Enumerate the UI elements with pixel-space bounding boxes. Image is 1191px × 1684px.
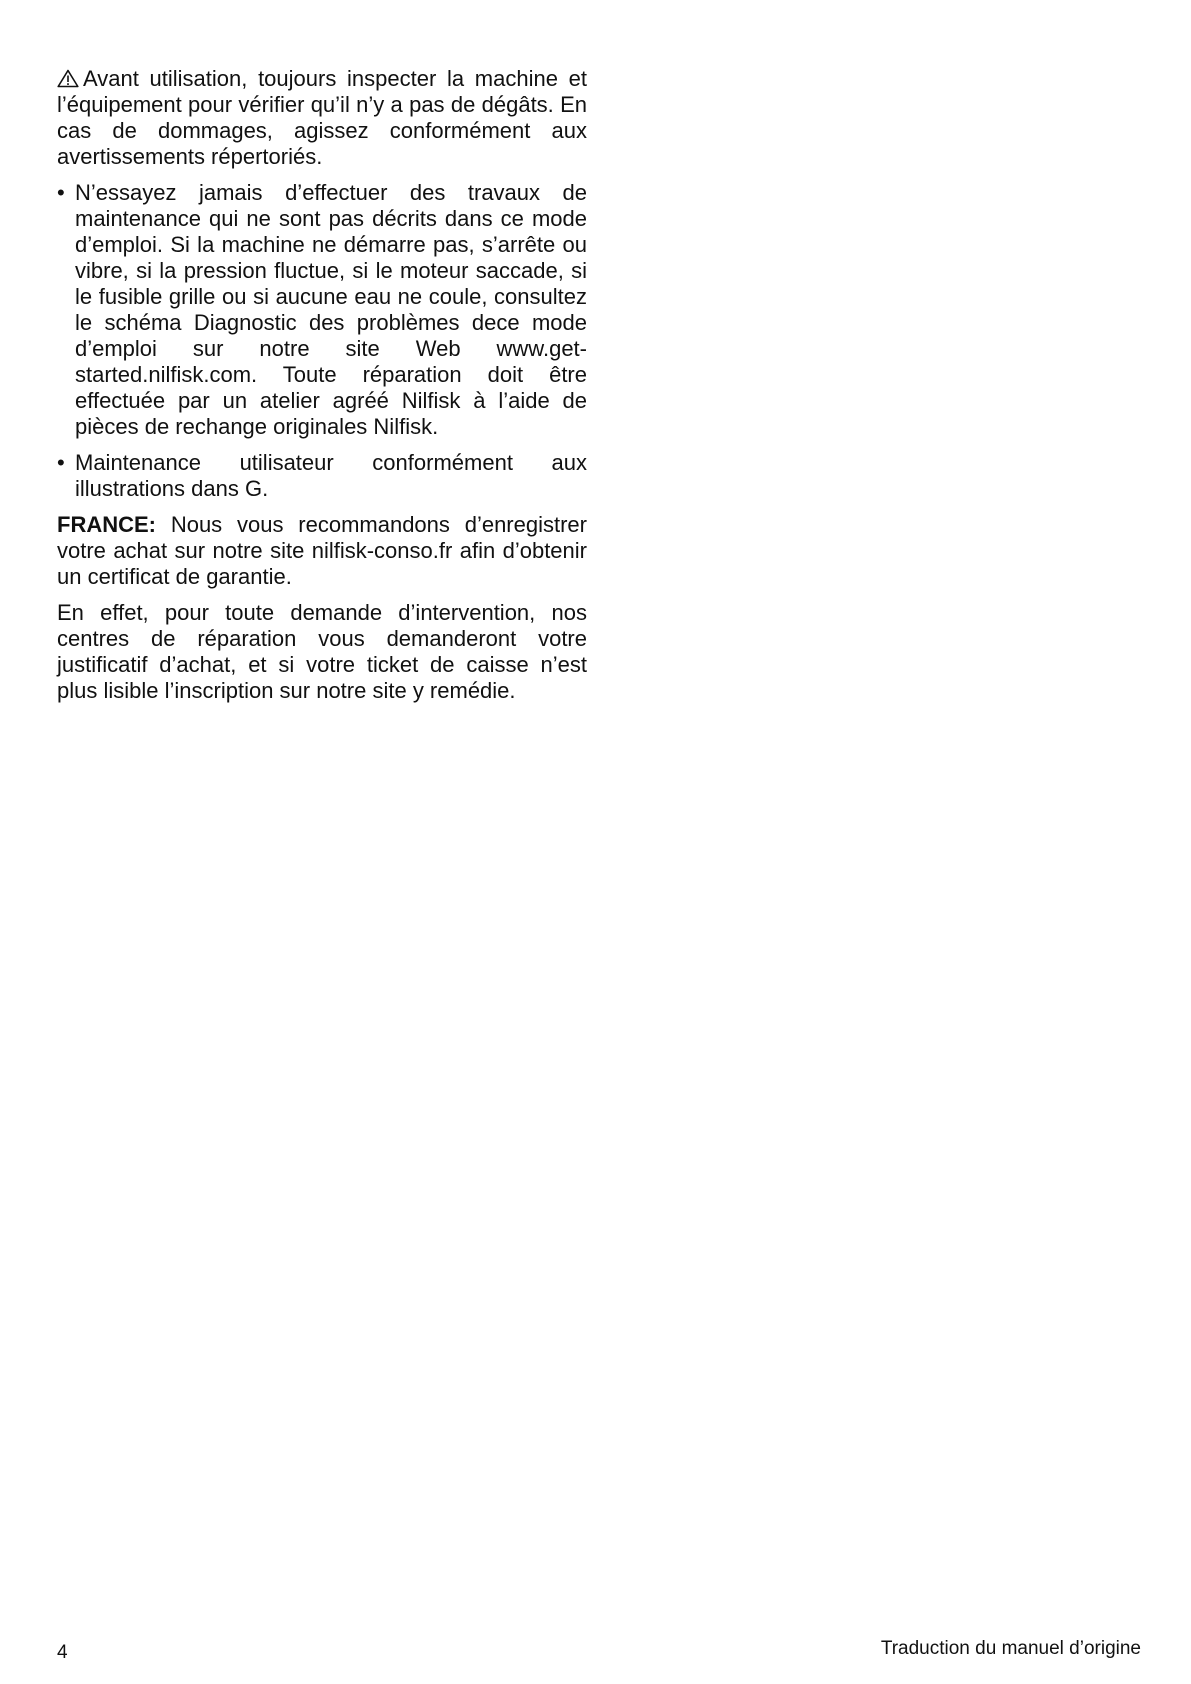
bullet-marker: •: [57, 180, 65, 205]
warning-text: Avant utilisation, toujours inspecter la machine et l’équipement pour vérifier qu’il n’y a pas de dégâts. En cas de dommages, agissez conformément aux avertissements répertoriés.: [57, 66, 587, 169]
warning-triangle-icon: [57, 68, 79, 87]
bullet-text: N’essayez jamais d’effectuer des travaux de maintenance qui ne sont pas décrits dans ce mode d’emploi. Si la machine ne démarre pas, s’arrête ou vibre, si la pression fluctue, si le moteur saccade, si le fusible grille ou si aucune eau ne coule, consultez le schéma Diagnostic des problèmes dece mode d’emploi sur notre site Web www.get-started.nilfisk.com. Toute réparation doit être effectuée par un atelier agréé Nilfisk à l’aide de pièces de rechange originales Nilfisk.: [75, 180, 587, 439]
france-label: FRANCE:: [57, 512, 156, 537]
list-item: [57, 450, 587, 502]
france-paragraph: [57, 512, 587, 590]
footer-title: Traduction du manuel d’origine: [880, 1638, 1141, 1659]
closing-paragraph: [57, 600, 587, 704]
warning-paragraph: [57, 66, 587, 170]
bullet-text: Maintenance utilisateur conformément aux illustrations dans G.: [75, 450, 587, 501]
france-text: Nous vous recommandons d’enregistrer votre achat sur notre site nilfisk-conso.fr afin d’obtenir un certificat de garantie.: [57, 512, 587, 589]
bullet-list: [57, 180, 587, 502]
list-item: [57, 180, 587, 440]
page-number: 4: [57, 1642, 68, 1663]
bullet-marker: •: [57, 450, 65, 475]
closing-text: En effet, pour toute demande d’intervention, nos centres de réparation vous demanderont votre justificatif d’achat, et si votre ticket de caisse n’est plus lisible l’inscription sur notre site y remédie.: [57, 600, 587, 703]
text-column: [57, 66, 587, 714]
